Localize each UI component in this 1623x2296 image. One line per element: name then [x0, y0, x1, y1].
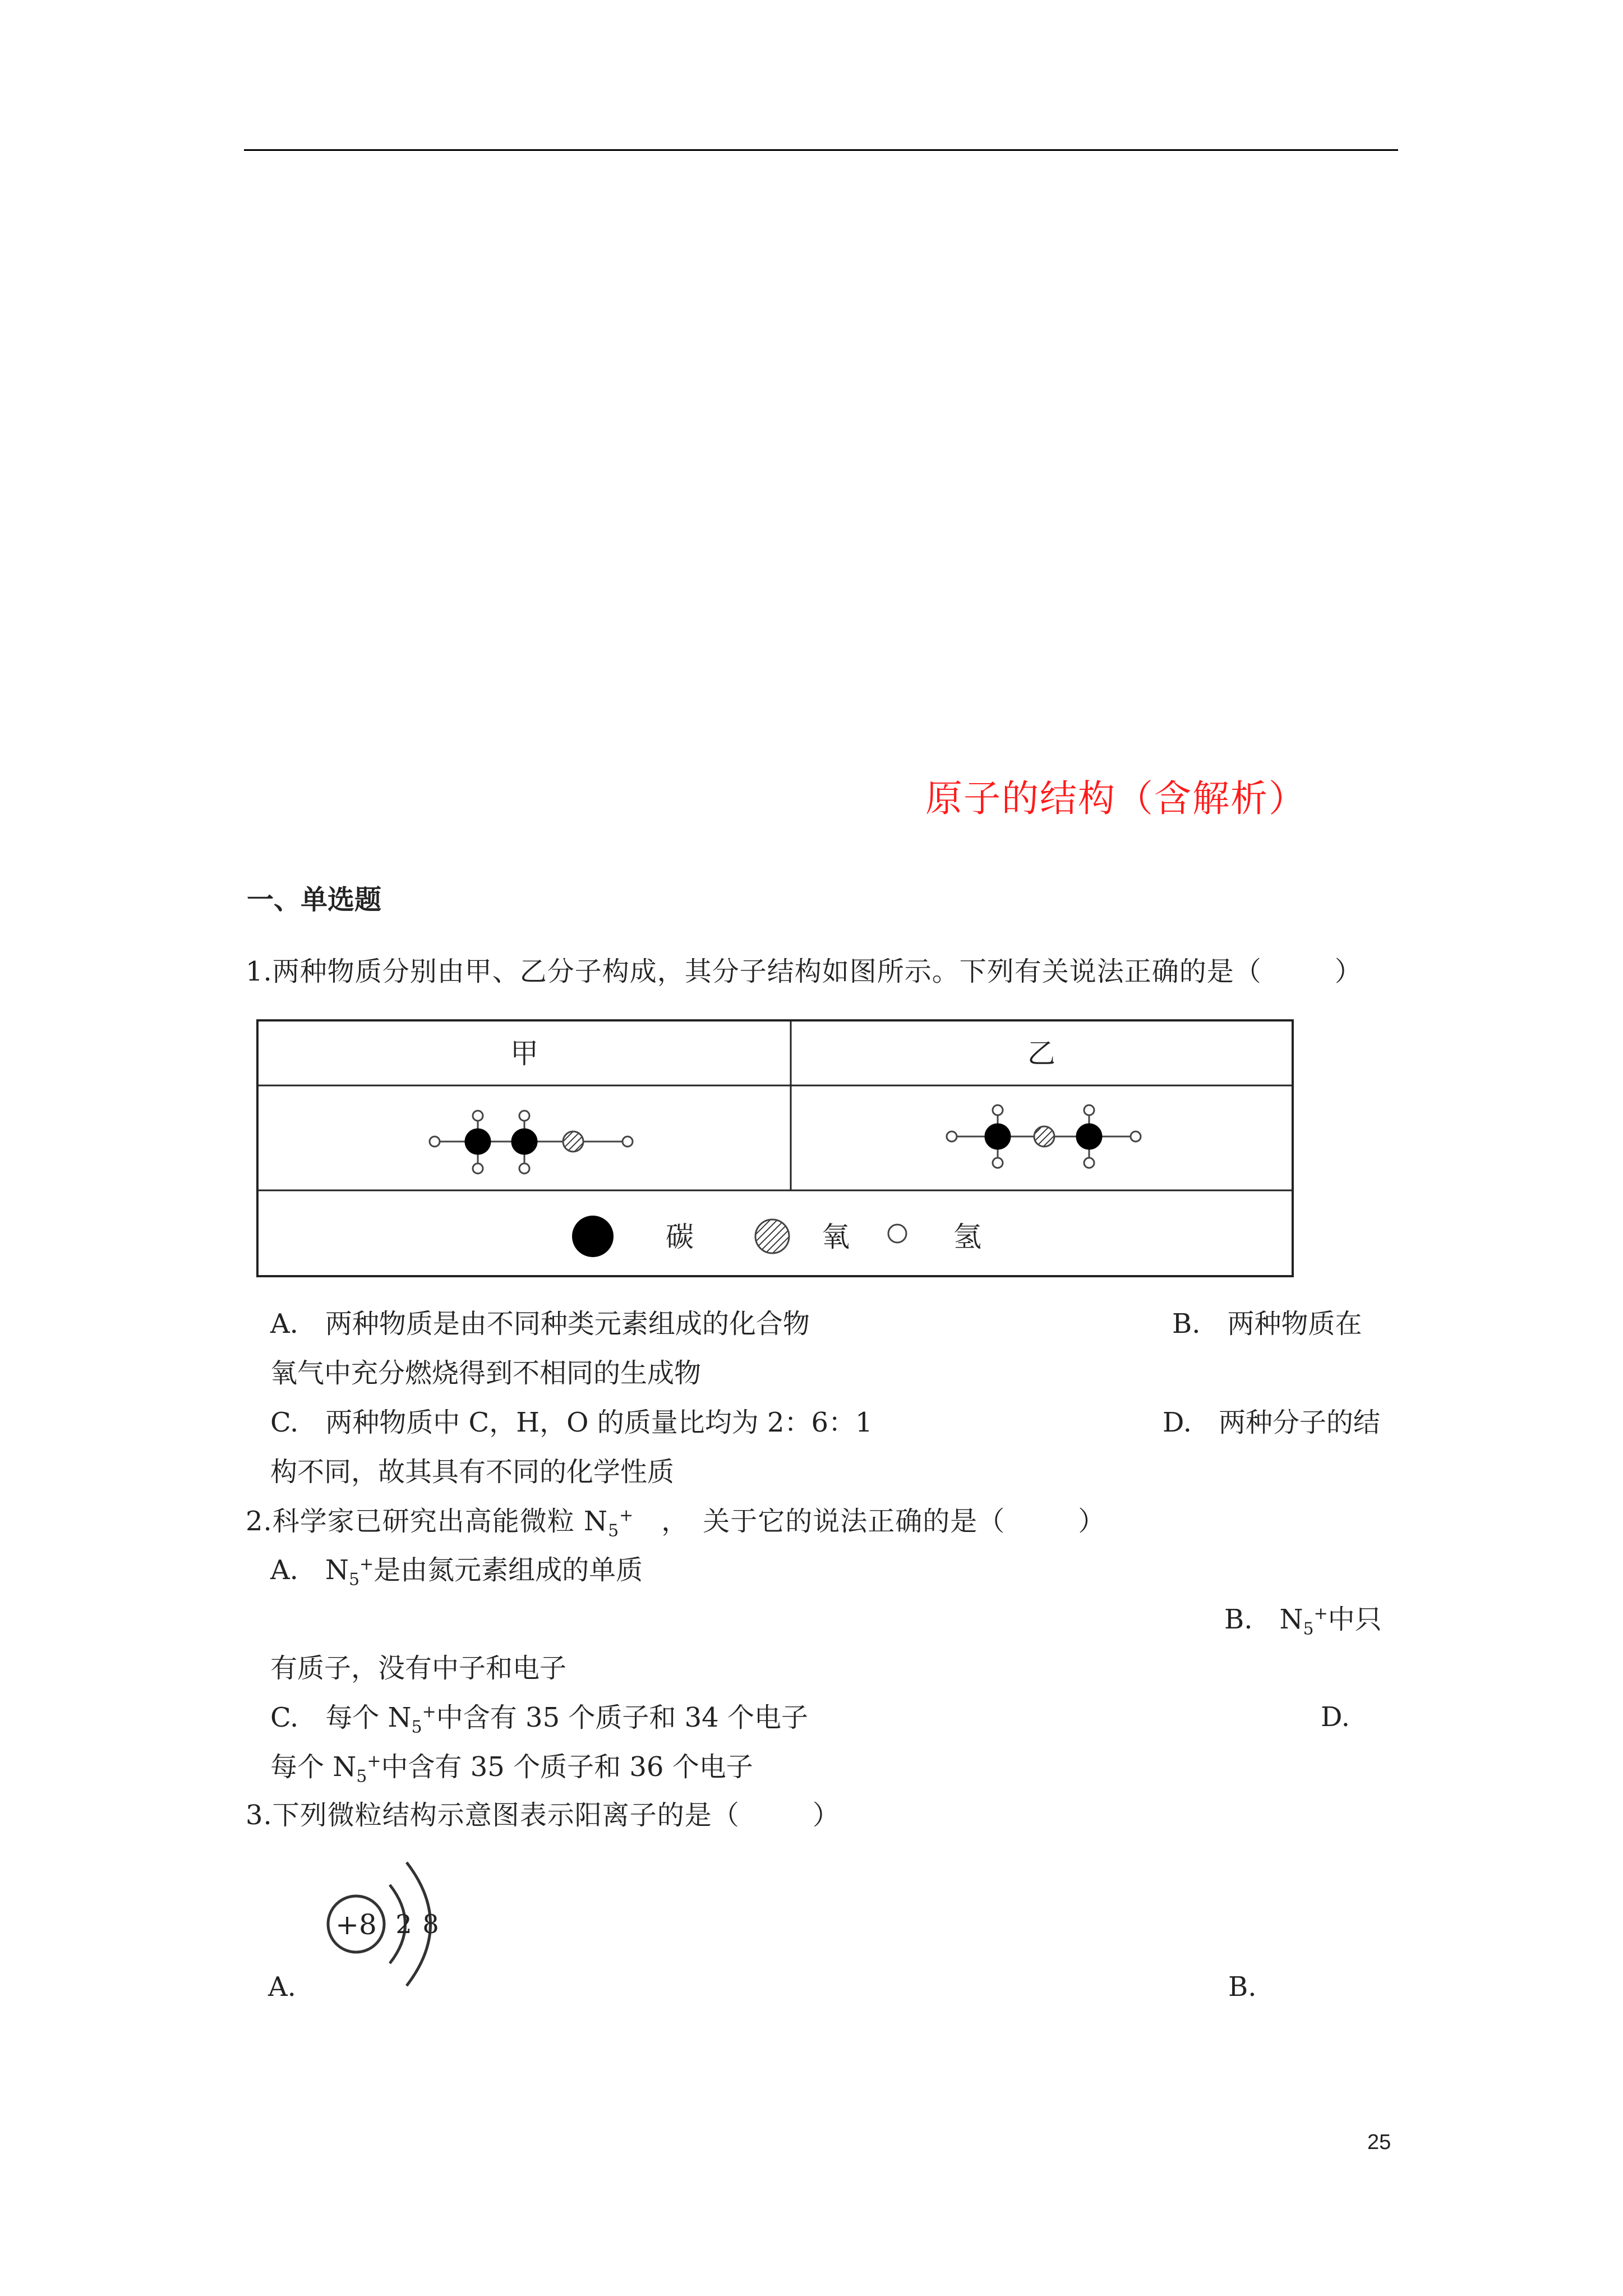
legend-hydrogen-label: 氢	[953, 1221, 981, 1253]
molecule-jia	[430, 1111, 633, 1174]
legend-hydrogen-symbol	[888, 1225, 906, 1243]
page-number: 25	[1367, 2131, 1391, 2154]
q3-option-b-label: B.	[1228, 1971, 1257, 2003]
molecule-yi	[947, 1105, 1141, 1168]
question-3-stem: 3.下列微粒结构示意图表示阳离子的是（ ）	[246, 1800, 840, 1831]
section-heading: 一、单选题	[247, 884, 382, 915]
question-1-text: 1.两种物质分别由甲、乙分子构成，其分子结构如图所示。下列有关说法正确的是（	[246, 956, 1262, 987]
q2-option-b-continued: 有质子，没有中子和电子	[270, 1653, 567, 1684]
q3-option-a-label: A.	[268, 1971, 296, 2003]
table-header-yi: 乙	[1027, 1037, 1055, 1070]
q1-option-c: C. 两种物质中 C，H，O 的质量比均为 2：6：1	[270, 1407, 873, 1438]
table-header-jia: 甲	[510, 1037, 538, 1070]
legend-oxygen-label: 氧	[822, 1221, 850, 1253]
q2-option-d: D.	[1321, 1701, 1350, 1733]
q1-option-d-continued: 构不同，故其具有不同的化学性质	[270, 1456, 675, 1488]
q2-option-b: B. $N_5^+$中只	[1224, 1604, 1382, 1639]
q2-option-d-continued: 每个 $N_5^+$中含有 35 个质子和 36 个电子	[270, 1751, 753, 1787]
q1-option-b: B. 两种物质在	[1172, 1308, 1362, 1340]
shell-2-electrons: 8	[422, 1909, 439, 1939]
q2-option-a: A. $N_5^+$是由氮元素组成的单质	[270, 1554, 643, 1590]
legend-oxygen-symbol	[755, 1220, 789, 1253]
molecule-structure-table	[256, 1019, 1294, 1277]
legend-carbon-label: 碳	[666, 1221, 694, 1253]
question-1-stem	[246, 958, 1362, 985]
q1-option-b-continued: 氧气中充分燃烧得到不相同的生成物	[270, 1358, 702, 1389]
header-rule	[244, 149, 1398, 151]
document-title: 原子的结构（含解析）	[925, 777, 1307, 820]
q2-option-c: C. 每个 $N_5^+$中含有 35 个质子和 34 个电子	[270, 1702, 808, 1737]
nucleus-charge: +8	[335, 1908, 377, 1941]
question-2-stem: 2.科学家已研究出高能微粒 $N_5^+$ ， 关于它的说法正确的是（ ）	[246, 1506, 1106, 1541]
q1-option-a: A. 两种物质是由不同种类元素组成的化合物	[270, 1308, 810, 1340]
question-1-paren-close: ）	[1334, 956, 1362, 987]
legend-carbon-symbol	[572, 1216, 614, 1257]
q1-option-d: D. 两种分子的结	[1163, 1407, 1381, 1438]
shell-1-electrons: 2	[395, 1909, 412, 1939]
atomic-structure-diagram-a	[314, 1851, 460, 1997]
